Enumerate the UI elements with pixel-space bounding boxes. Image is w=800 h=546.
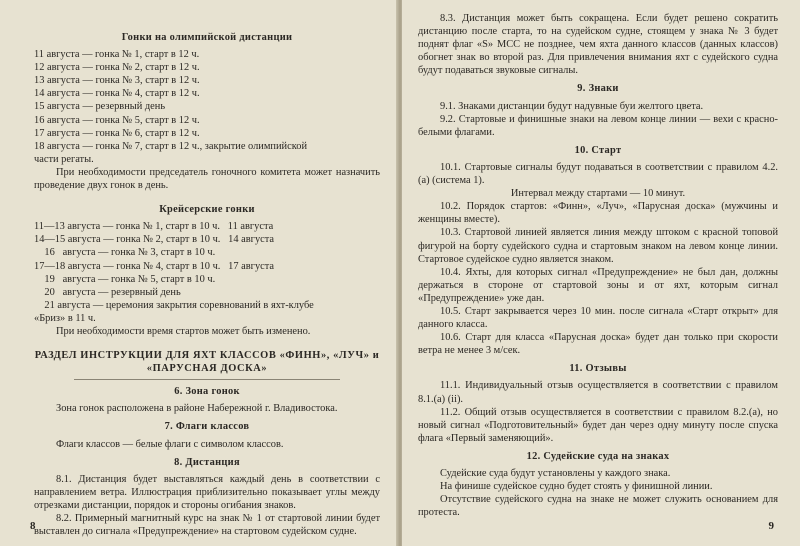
section-12-text-3: Отсутствие судейского судна на знаке не может служить основанием для протеста. — [418, 494, 778, 519]
page-number-left: 8 — [30, 520, 36, 532]
section-9-1-text: 9.1. Знаками дистанции будут надувные буи желтого цвета. — [440, 100, 704, 112]
section-8-1-text: 8.1. Дистанция будет выставляться каждый день в соответствии с направлением ветра. Иллюстрация приблизительно показывает углы между отрезками дистанции, порядок и стороны огибания знаков. — [34, 473, 380, 511]
cruiser-schedule-row: 20 августа — резервный день — [34, 286, 181, 298]
section-6-title: 6. Зона гонок — [174, 386, 240, 398]
section-6-text: Зона гонок расположена в районе Набережной г. Владивостока. — [56, 403, 338, 415]
section-7-text: Флаги классов — белые флаги с символом классов. — [56, 438, 284, 450]
section-12-text-1: Судейские суда будут установлены у каждого знака. — [440, 468, 671, 479]
cruiser-races-title: Крейсерские гонки — [159, 204, 255, 216]
cruiser-schedule-row: 21 августа — церемония закрытия соревнований в яхт-клубе — [34, 299, 314, 311]
right-page — [402, 0, 800, 546]
page-number-right: 9 — [768, 520, 774, 532]
section-8-2-text: 8.2. Примерный магнитный курс на знак № 1 от стартовой линии будет выставлен до сигнала «Предупреждение» на стартовом судейском судне. — [34, 513, 380, 538]
cruiser-schedule — [34, 220, 380, 325]
olympic-schedule — [34, 48, 380, 166]
section-12-title: 12. Судейские суда на знаках — [526, 450, 670, 462]
section-8-3-text: 8.3. Дистанция может быть сокращена. Если будет решено сократить дистанцию после старта, то на судейском судне, стоящем у знака № 3 будет поднят флаг «S» МСС не позднее, чем яхта данного классов (данных классов) обогнет знак во второй раз. Для привлечения внимания яхт с судейского судна будут подаваться звуковые сигналы. — [418, 13, 778, 77]
section-10-1-text: 10.1. Стартовые сигналы будут подаваться в соответствии с правилом 4.2.(а) (система 1). — [418, 161, 778, 187]
olympic-schedule-row: 18 августа — гонка № 7, старт в 12 ч., закрытие олимпийской — [34, 140, 308, 152]
cruiser-schedule-row: 11—13 августа — гонка № 1, старт в 10 ч. 11 августа — [34, 221, 274, 233]
section-divider — [74, 379, 340, 380]
olympic-races-title: Гонки на олимпийской дистанции — [121, 32, 293, 43]
section-title: РАЗДЕЛ ИНСТРУКЦИИ ДЛЯ ЯХТ КЛАССОВ «ФИНН», «ЛУЧ» и «ПАРУСНАЯ ДОСКА» — [34, 350, 380, 375]
section-10-2-text: 10.2. Порядок стартов: «Финн», «Луч», «Парусная доска» (мужчины и женщины вместе). — [418, 201, 778, 226]
cruiser-note: При необходимости время стартов может быть изменено. — [56, 325, 311, 337]
olympic-schedule-row: 14 августа — гонка № 4, старт в 12 ч. — [34, 88, 200, 100]
section-10-6-text: 10.6. Старт для класса «Парусная доска» будет дан только при скорости ветра не менее 3 м/сек. — [418, 332, 778, 357]
section-12-text-2: На финише судейское судно будет стоять у финишной линии. — [440, 481, 713, 493]
olympic-schedule-row: 17 августа — гонка № 6, старт в 12 ч. — [34, 127, 200, 139]
section-10-3-text: 10.3. Стартовой линией является линия между штоком с красной топовой фигурой на борту судейского судна и стартовым знаком на левом конце линии. Стартовое судейское судно является знаком. — [418, 227, 778, 265]
section-11-title: 11. Отзывы — [569, 363, 627, 375]
section-8-title: 8. Дистанция — [174, 456, 240, 468]
section-9-title: 9. Знаки — [577, 83, 619, 95]
section-10-4-text: 10.4. Яхты, для которых сигнал «Предупреждение» не был дан, должны держаться в стороне от стартовой зоны и от яхт, которым сигнал «Предупреждение» уже дан. — [418, 266, 778, 304]
cruiser-schedule-row: «Бриз» в 11 ч. — [34, 312, 96, 324]
section-7-title: 7. Флаги классов — [164, 421, 250, 433]
section-10-interval: Интервал между стартами — 10 минут. — [510, 188, 686, 200]
section-10-5-text: 10.5. Старт закрывается через 10 мин. после сигнала «Старт открыт» для данного класса. — [418, 305, 778, 331]
section-11-2-text: 11.2. Общий отзыв осуществляется в соответствии с правилом 8.2.(а), но новый сигнал «Подготовительный» будет дан через одну минуту после спуска флага «Первый заменяющий». — [418, 406, 778, 444]
olympic-schedule-row: 15 августа — резервный день — [34, 101, 166, 113]
olympic-schedule-row: части регаты. — [34, 153, 94, 165]
section-11-1-text: 11.1. Индивидуальный отзыв осуществляется в соответствии с правилом 8.1.(а) (ii). — [418, 380, 778, 405]
cruiser-schedule-row: 19 августа — гонка № 5, старт в 10 ч. — [34, 273, 216, 285]
cruiser-schedule-row: 14—15 августа — гонка № 2, старт в 10 ч. 14 августа — [34, 234, 275, 246]
olympic-note: При необходимости председатель гоночного комитета может назначить проведение двух гонок в день. — [34, 166, 380, 192]
olympic-schedule-row: 16 августа — гонка № 5, старт в 12 ч. — [34, 114, 200, 126]
cruiser-schedule-row: 17—18 августа — гонка № 4, старт в 10 ч. 17 августа — [34, 260, 275, 272]
section-10-title: 10. Старт — [574, 144, 622, 156]
olympic-schedule-row: 11 августа — гонка № 1, старт в 12 ч. — [34, 49, 200, 61]
section-9-2-text: 9.2. Стартовые и финишные знаки на левом конце линии — вехи с красно-белыми флагами. — [418, 113, 778, 138]
olympic-schedule-row: 13 августа — гонка № 3, старт в 12 ч. — [34, 75, 200, 87]
olympic-schedule-row: 12 августа — гонка № 2, старт в 12 ч. — [34, 62, 200, 74]
cruiser-schedule-row: 16 августа — гонка № 3, старт в 10 ч. — [34, 247, 216, 259]
left-page — [0, 0, 398, 546]
